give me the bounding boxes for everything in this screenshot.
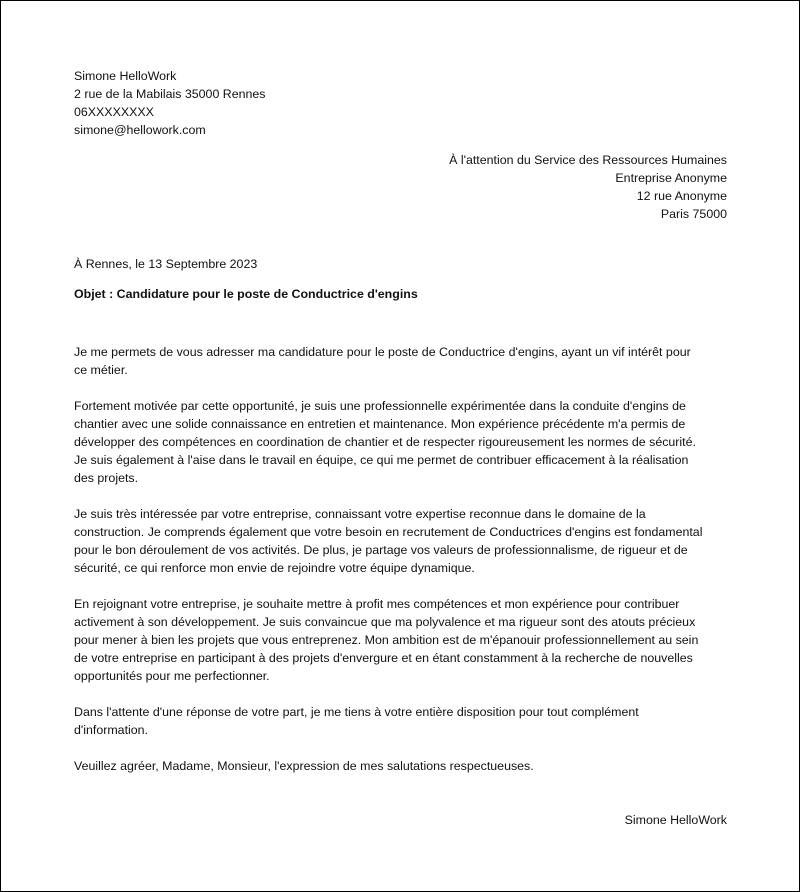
body-line: construction. Je comprends également que votre besoin en recrutement de Conductrices d'engins est fondamental xyxy=(74,525,703,539)
letter-body xyxy=(74,343,730,793)
sender-block xyxy=(74,67,266,139)
body-line: développer des compétences en coordination de chantier et de respecter rigoureusement les normes de sécurité. xyxy=(74,435,696,449)
paragraph-intro xyxy=(74,343,730,379)
place-date: À Rennes, le 13 Septembre 2023 xyxy=(74,257,258,271)
body-line: chantier avec une solide connaissance en entretien et maintenance. Mon expérience précédente m'a permis de xyxy=(74,417,686,431)
body-line: Je me permets de vous adresser ma candidature pour le poste de Conductrice d'engins, ayant un vif intérêt pour xyxy=(74,345,691,359)
body-line: En rejoignant votre entreprise, je souhaite mettre à profit mes compétences et mon expérience pour contribuer xyxy=(74,597,680,611)
paragraph-closing xyxy=(74,757,730,775)
body-line: activement à son développement. Je suis convaincue que ma polyvalence et ma rigueur sont des atouts précieux xyxy=(74,615,696,629)
body-line: Veuillez agréer, Madame, Monsieur, l'expression de mes salutations respectueuses. xyxy=(74,759,534,773)
body-line: Je suis très intéressée par votre entreprise, connaissant votre expertise reconnue dans le domaine de la xyxy=(74,507,646,521)
body-line: de votre entreprise en participant à des projets d'envergure et en étant constamment à la recherche de nouvelles xyxy=(74,651,693,665)
body-line: Je suis également à l'aise dans le travail en équipe, ce qui me permet de contribuer efficacement à la réalisation xyxy=(74,453,689,467)
paragraph-motivation xyxy=(74,397,730,487)
paragraph-ambition xyxy=(74,595,730,685)
sender-address: 2 rue de la Mabilais 35000 Rennes xyxy=(74,87,266,101)
body-line: pour le bon déroulement de vos activités. De plus, je partage vos valeurs de professionnalisme, de rigueur et de xyxy=(74,543,688,557)
body-line: pour mener à bien les projets que vous entreprenez. Mon ambition est de m'épanouir professionnellement au sein xyxy=(74,633,699,647)
subject-line: Objet : Candidature pour le poste de Conductrice d'engins xyxy=(74,287,418,301)
body-line: Dans l'attente d'une réponse de votre part, je me tiens à votre entière disposition pour tout complément xyxy=(74,705,639,719)
body-line: d'information. xyxy=(74,723,148,737)
signature: Simone HelloWork xyxy=(624,813,727,827)
recipient-street: 12 rue Anonyme xyxy=(636,189,727,203)
body-line: opportunités pour me perfectionner. xyxy=(74,669,270,683)
recipient-company: Entreprise Anonyme xyxy=(615,171,727,185)
sender-email: simone@hellowork.com xyxy=(74,123,206,137)
recipient-attention: À l'attention du Service des Ressources Humaines xyxy=(449,153,727,167)
body-line: Fortement motivée par cette opportunité, je suis une professionnelle expérimentée dans la conduite d'engins de xyxy=(74,399,686,413)
body-line: ce métier. xyxy=(74,363,128,377)
body-line: sécurité, ce qui renforce mon envie de rejoindre votre équipe dynamique. xyxy=(74,561,475,575)
paragraph-availability xyxy=(74,703,730,739)
sender-phone: 06XXXXXXXX xyxy=(74,105,154,119)
recipient-block xyxy=(449,151,727,223)
sender-name: Simone HelloWork xyxy=(74,69,177,83)
recipient-city: Paris 75000 xyxy=(660,207,727,221)
body-line: des projets. xyxy=(74,471,139,485)
paragraph-company xyxy=(74,505,730,577)
